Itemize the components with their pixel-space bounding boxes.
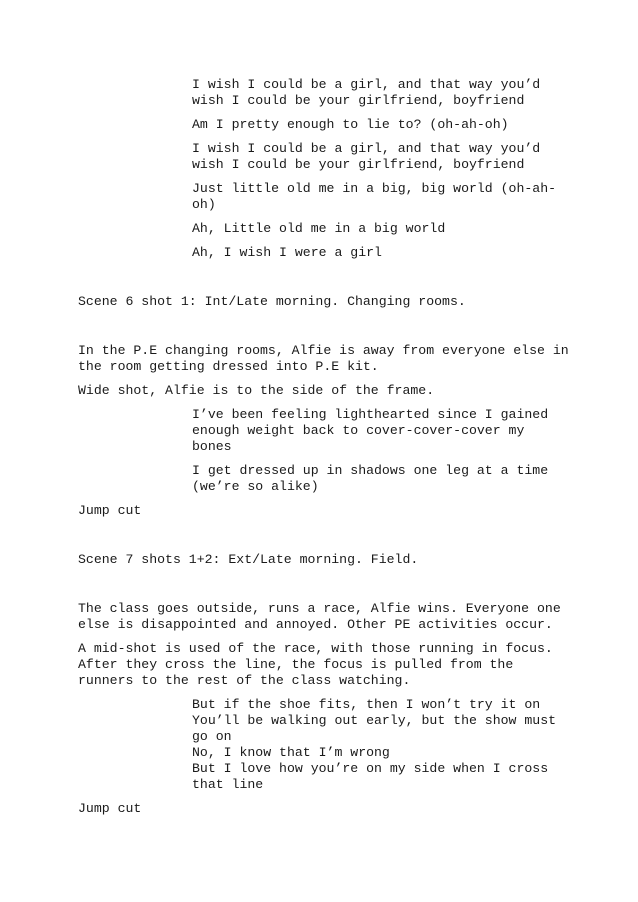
action-block	[78, 383, 434, 399]
lyric-line: I wish I could be a girl, and that way you’d	[192, 141, 541, 156]
action-line: A mid-shot is used of the race, with those running in focus.	[78, 641, 553, 656]
lyric-line: that line	[192, 777, 264, 792]
lyric-block	[192, 221, 445, 237]
lyric-block	[192, 117, 509, 133]
lyric-line: Am I pretty enough to lie to? (oh-ah-oh)	[192, 117, 509, 132]
action-line: else is disappointed and annoyed. Other PE activities occur.	[78, 617, 553, 632]
lyric-line: go on	[192, 729, 232, 744]
lyric-line: I’ve been feeling lighthearted since I gained	[192, 407, 549, 422]
scene-heading	[78, 552, 418, 568]
lyric-line: wish I could be your girlfriend, boyfriend	[192, 157, 525, 172]
lyric-block	[192, 141, 540, 173]
lyric-line: (we’re so alike)	[192, 479, 319, 494]
transition	[78, 503, 141, 519]
lyric-line: Ah, Little old me in a big world	[192, 221, 446, 236]
transition-text: Jump cut	[78, 801, 142, 816]
lyric-line: oh)	[192, 197, 216, 212]
action-line: the room getting dressed into P.E kit.	[78, 359, 379, 374]
action-block	[78, 601, 561, 633]
lyric-block	[192, 463, 548, 495]
scene-heading	[78, 294, 466, 310]
action-block	[78, 343, 569, 375]
lyric-line: But I love how you’re on my side when I cross	[192, 761, 549, 776]
lyric-line: Just little old me in a big, big world (oh-ah-	[192, 181, 557, 196]
action-line: The class goes outside, runs a race, Alfie wins. Everyone one	[78, 601, 561, 616]
action-line: After they cross the line, the focus is pulled from the	[78, 657, 514, 672]
lyric-line: bones	[192, 439, 232, 454]
lyric-block	[192, 697, 556, 793]
lyric-line: You’ll be walking out early, but the show must	[192, 713, 557, 728]
lyric-line: wish I could be your girlfriend, boyfriend	[192, 93, 525, 108]
lyric-block	[192, 181, 556, 213]
scene-heading-text: Scene 6 shot 1: Int/Late morning. Changing rooms.	[78, 294, 466, 309]
transition-text: Jump cut	[78, 503, 142, 518]
action-line: In the P.E changing rooms, Alfie is away from everyone else in	[78, 343, 569, 358]
transition	[78, 801, 141, 817]
lyric-line: Ah, I wish I were a girl	[192, 245, 382, 260]
action-line: Wide shot, Alfie is to the side of the frame.	[78, 383, 435, 398]
lyric-block	[192, 77, 540, 109]
lyric-line: enough weight back to cover-cover-cover my	[192, 423, 525, 438]
lyric-line: But if the shoe fits, then I won’t try it on	[192, 697, 541, 712]
lyric-line: I wish I could be a girl, and that way you’d	[192, 77, 541, 92]
action-block	[78, 641, 553, 689]
lyric-block	[192, 245, 382, 261]
action-line: runners to the rest of the class watching.	[78, 673, 411, 688]
lyric-block	[192, 407, 548, 455]
lyric-line: No, I know that I’m wrong	[192, 745, 390, 760]
lyric-line: I get dressed up in shadows one leg at a time	[192, 463, 549, 478]
scene-heading-text: Scene 7 shots 1+2: Ext/Late morning. Field.	[78, 552, 419, 567]
